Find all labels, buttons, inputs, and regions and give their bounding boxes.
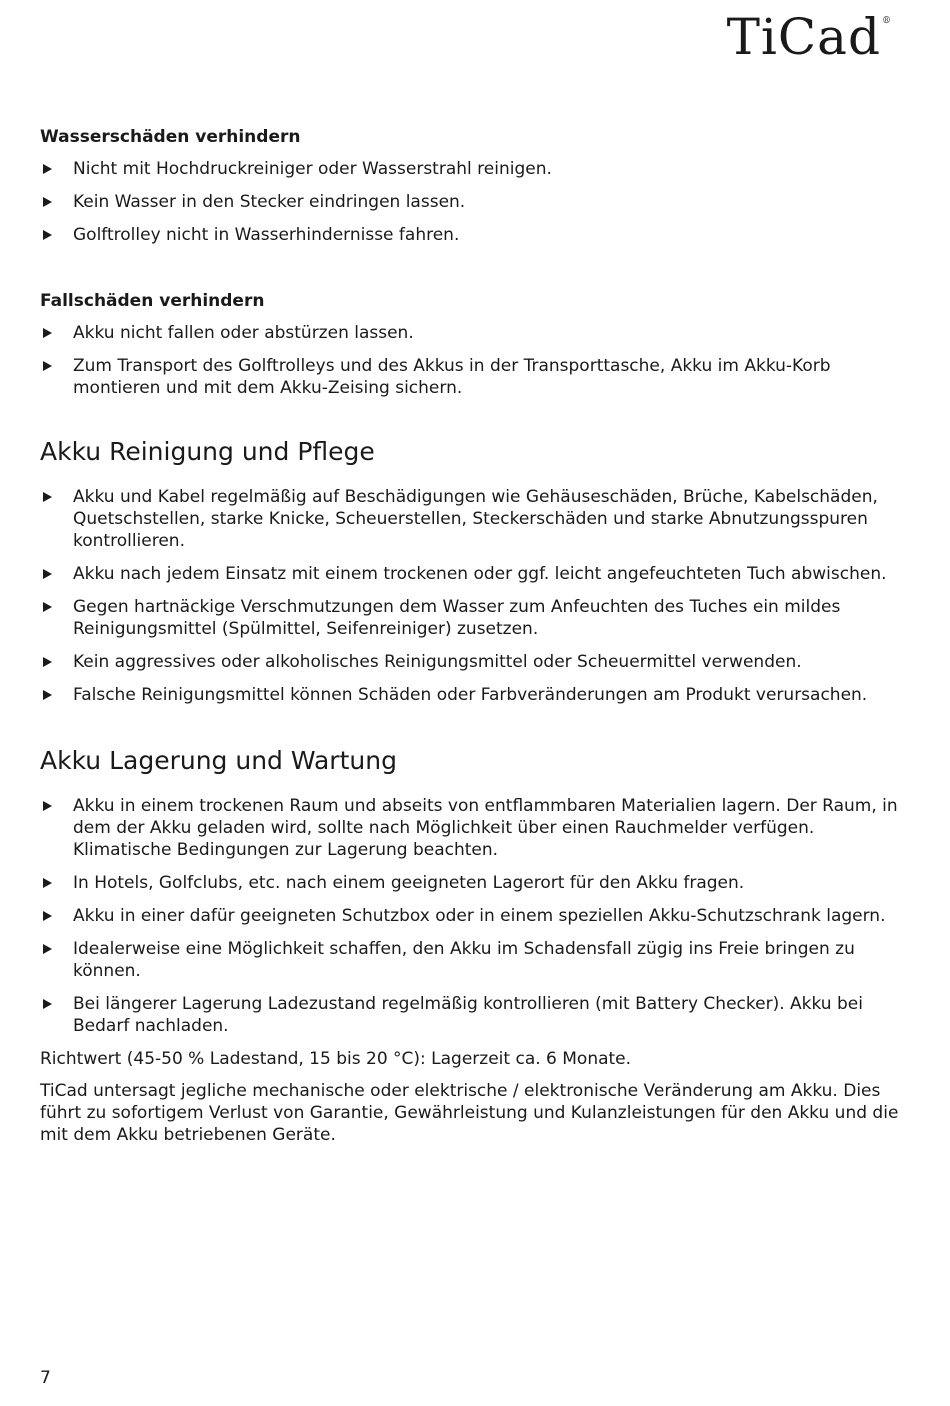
bullet-triangle-icon xyxy=(43,569,52,579)
list-item: Golftrolley nicht in Wasserhindernisse fahren. xyxy=(40,224,910,246)
bullet-triangle-icon xyxy=(43,164,52,174)
list-item: Idealerweise eine Möglichkeit schaffen, den Akku im Schadensfall zügig ins Freie bringen zu können. xyxy=(40,938,910,982)
storage-section-heading: Akku Lagerung und Wartung xyxy=(40,746,397,775)
list-item: Nicht mit Hochdruckreiniger oder Wasserstrahl reinigen. xyxy=(40,158,910,180)
list-item: Zum Transport des Golftrolleys und des Akkus in der Transporttasche, Akku im Akku-Korb montieren und mit dem Akku-Zeising sichern. xyxy=(40,355,910,399)
logo-text: TiCad xyxy=(726,8,881,66)
bullet-triangle-icon xyxy=(43,878,52,888)
bullet-triangle-icon xyxy=(43,361,52,371)
modification-warning: TiCad untersagt jegliche mechanische oder elektrische / elektronische Veränderung am Akku. Dies führt zu sofortigem Verlust von Garantie, Gewährleistung und Kulanzleistungen für den Akku und die mit dem Akku betriebenen Geräte. xyxy=(40,1081,899,1145)
fall-damage-heading: Fallschäden verhindern xyxy=(40,291,265,311)
bullet-triangle-icon xyxy=(43,911,52,921)
cleaning-list xyxy=(40,486,910,706)
bullet-triangle-icon xyxy=(43,801,52,811)
list-item: Akku und Kabel regelmäßig auf Beschädigungen wie Gehäuseschäden, Brüche, Kabelschäden, Quetschstellen, starke Knicke, Scheuerstellen, Steckerschäden und starke Abnutzungsspuren kontrollieren. xyxy=(40,486,910,552)
list-item: Bei längerer Lagerung Ladezustand regelmäßig kontrollieren (mit Battery Checker). Akku bei Bedarf nachladen. xyxy=(40,993,910,1037)
bullet-triangle-icon xyxy=(43,197,52,207)
list-item: Kein Wasser in den Stecker eindringen lassen. xyxy=(40,191,910,213)
storage-guideline-note: Richtwert (45-50 % Ladestand, 15 bis 20 °C): Lagerzeit ca. 6 Monate. xyxy=(40,1049,632,1069)
list-item: Kein aggressives oder alkoholisches Reinigungsmittel oder Scheuermittel verwenden. xyxy=(40,651,910,673)
water-damage-heading: Wasserschäden verhindern xyxy=(40,127,301,147)
list-item: In Hotels, Golfclubs, etc. nach einem geeigneten Lagerort für den Akku fragen. xyxy=(40,872,910,894)
bullet-triangle-icon xyxy=(43,657,52,667)
list-item: Gegen hartnäckige Verschmutzungen dem Wasser zum Anfeuchten des Tuches ein mildes Reinigungsmittel (Spülmittel, Seifenreiniger) zusetzen. xyxy=(40,596,910,640)
list-item: Akku in einem trockenen Raum und abseits von entflammbaren Materialien lagern. Der Raum, in dem der Akku geladen wird, sollte nach Möglichkeit über einen Rauchmelder verfügen. Klimatische Bedingungen zur Lagerung beachten. xyxy=(40,795,910,861)
bullet-triangle-icon xyxy=(43,602,52,612)
bullet-triangle-icon xyxy=(43,492,52,502)
bullet-triangle-icon xyxy=(43,690,52,700)
list-item: Akku nicht fallen oder abstürzen lassen. xyxy=(40,322,910,344)
bullet-triangle-icon xyxy=(43,230,52,240)
page-number: 7 xyxy=(40,1368,51,1388)
bullet-triangle-icon xyxy=(43,999,52,1009)
list-item: Akku nach jedem Einsatz mit einem trockenen oder ggf. leicht angefeuchteten Tuch abwischen. xyxy=(40,563,910,585)
list-item: Falsche Reinigungsmittel können Schäden oder Farbveränderungen am Produkt verursachen. xyxy=(40,684,910,706)
page-content xyxy=(40,126,910,1156)
list-item: Akku in einer dafür geeigneten Schutzbox oder in einem speziellen Akku-Schutzschrank lagern. xyxy=(40,905,910,927)
bullet-triangle-icon xyxy=(43,328,52,338)
storage-list xyxy=(40,795,910,1037)
fall-damage-list xyxy=(40,322,910,399)
ticad-logo xyxy=(726,8,892,66)
bullet-triangle-icon xyxy=(43,944,52,954)
registered-mark: ® xyxy=(882,16,892,26)
cleaning-section-heading: Akku Reinigung und Pflege xyxy=(40,437,375,466)
water-damage-list xyxy=(40,158,910,246)
